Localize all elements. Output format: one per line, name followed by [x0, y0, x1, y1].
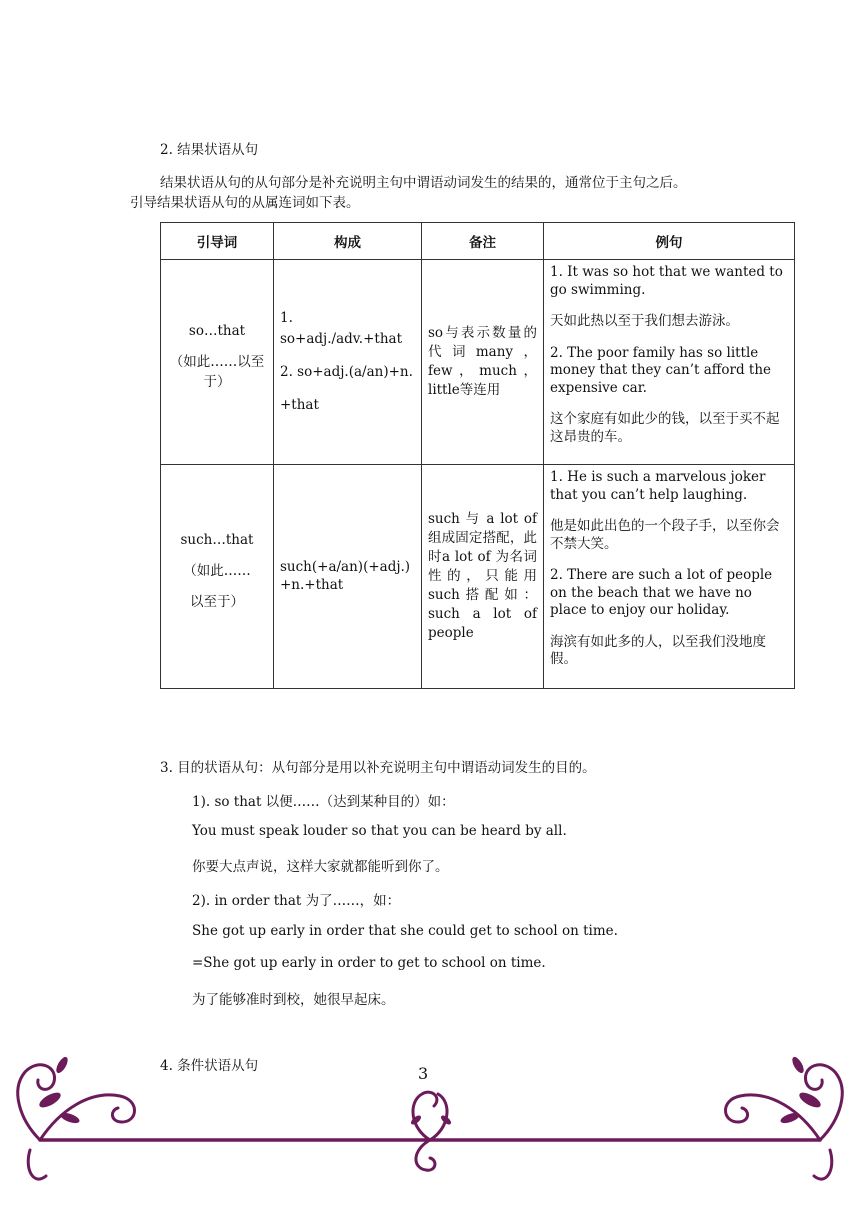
- header-note: 备注: [422, 223, 544, 260]
- section-4-heading: 4. 条件状语从句: [160, 1058, 259, 1074]
- section-3-heading: 3. 目的状语从句：从句部分是用以补充说明主句中谓语动词发生的目的。: [160, 760, 596, 776]
- example-translation: 他是如此出色的一个段子手，以至你会不禁大笑。: [550, 518, 780, 552]
- example-translation: 这个家庭有如此少的钱，以至于买不起这昂贵的车。: [550, 411, 780, 445]
- example-sentence: 1. He is such a marvelous joker that you can’t help laughing.: [550, 469, 766, 503]
- section-2-intro-line1: 结果状语从句的从句部分是补充说明主句中谓语动词发生的结果的，通常位于主句之后。: [160, 175, 687, 191]
- header-word: 引导词: [161, 223, 274, 260]
- cell-note: so与表示数量的代词many，few，much，little等连用: [422, 260, 544, 465]
- section-2-heading: 2. 结果状语从句: [160, 142, 259, 158]
- conjunction-meaning: （如此……: [183, 563, 251, 580]
- section-3-line: She got up early in order that she could get to school on time.: [192, 923, 618, 939]
- cell-note: such 与 a lot of 组成固定搭配，此时a lot of 为名词性的，只能用such搭配如：such a lot of people: [422, 465, 544, 689]
- conjunction-label: such…that: [180, 532, 254, 549]
- header-structure: 构成: [274, 223, 422, 260]
- example-sentence: 2. There are such a lot of people on the beach that we have no place to enjoy our holiday.: [550, 567, 773, 619]
- example-sentence: 2. The poor family has so little money that they can’t afford the expensive car.: [550, 344, 772, 396]
- section-3-line: 你要大点声说，这样大家就都能听到你了。: [192, 859, 449, 875]
- header-example: 例句: [544, 223, 795, 260]
- section-3-line: 2). in order that 为了……，如：: [192, 893, 401, 909]
- cell-structure: such(+a/an)(+adj.)+n.+that: [274, 465, 422, 689]
- section-3-line: You must speak louder so that you can be heard by all.: [192, 823, 567, 839]
- section-3-line: 为了能够准时到校，她很早起床。: [192, 992, 395, 1008]
- section-3-line: 1). so that 以便……（达到某种目的）如：: [192, 794, 455, 810]
- conjunction-label: so…that: [188, 322, 246, 339]
- structure-line: 2. so+adj.(a/an)+n.: [280, 364, 413, 380]
- conjunction-meaning: 以至于）: [190, 593, 244, 610]
- example-translation: 天如此热以至于我们想去游泳。: [550, 313, 739, 330]
- section-3-line: =She got up early in order to get to school on time.: [192, 955, 546, 971]
- section-2-intro-line2: 引导结果状语从句的从属连词如下表。: [130, 195, 360, 211]
- page-number: 3: [418, 1064, 429, 1083]
- conjunction-meaning: （如此……以至于）: [169, 353, 265, 391]
- example-translation: 海滨有如此多的人，以至我们没地度假。: [550, 633, 766, 668]
- structure-line: +that: [280, 396, 319, 413]
- example-sentence: 1. It was so hot that we wanted to go swimming.: [550, 264, 783, 298]
- structure-line: 1. so+adj./adv.+that: [280, 310, 402, 348]
